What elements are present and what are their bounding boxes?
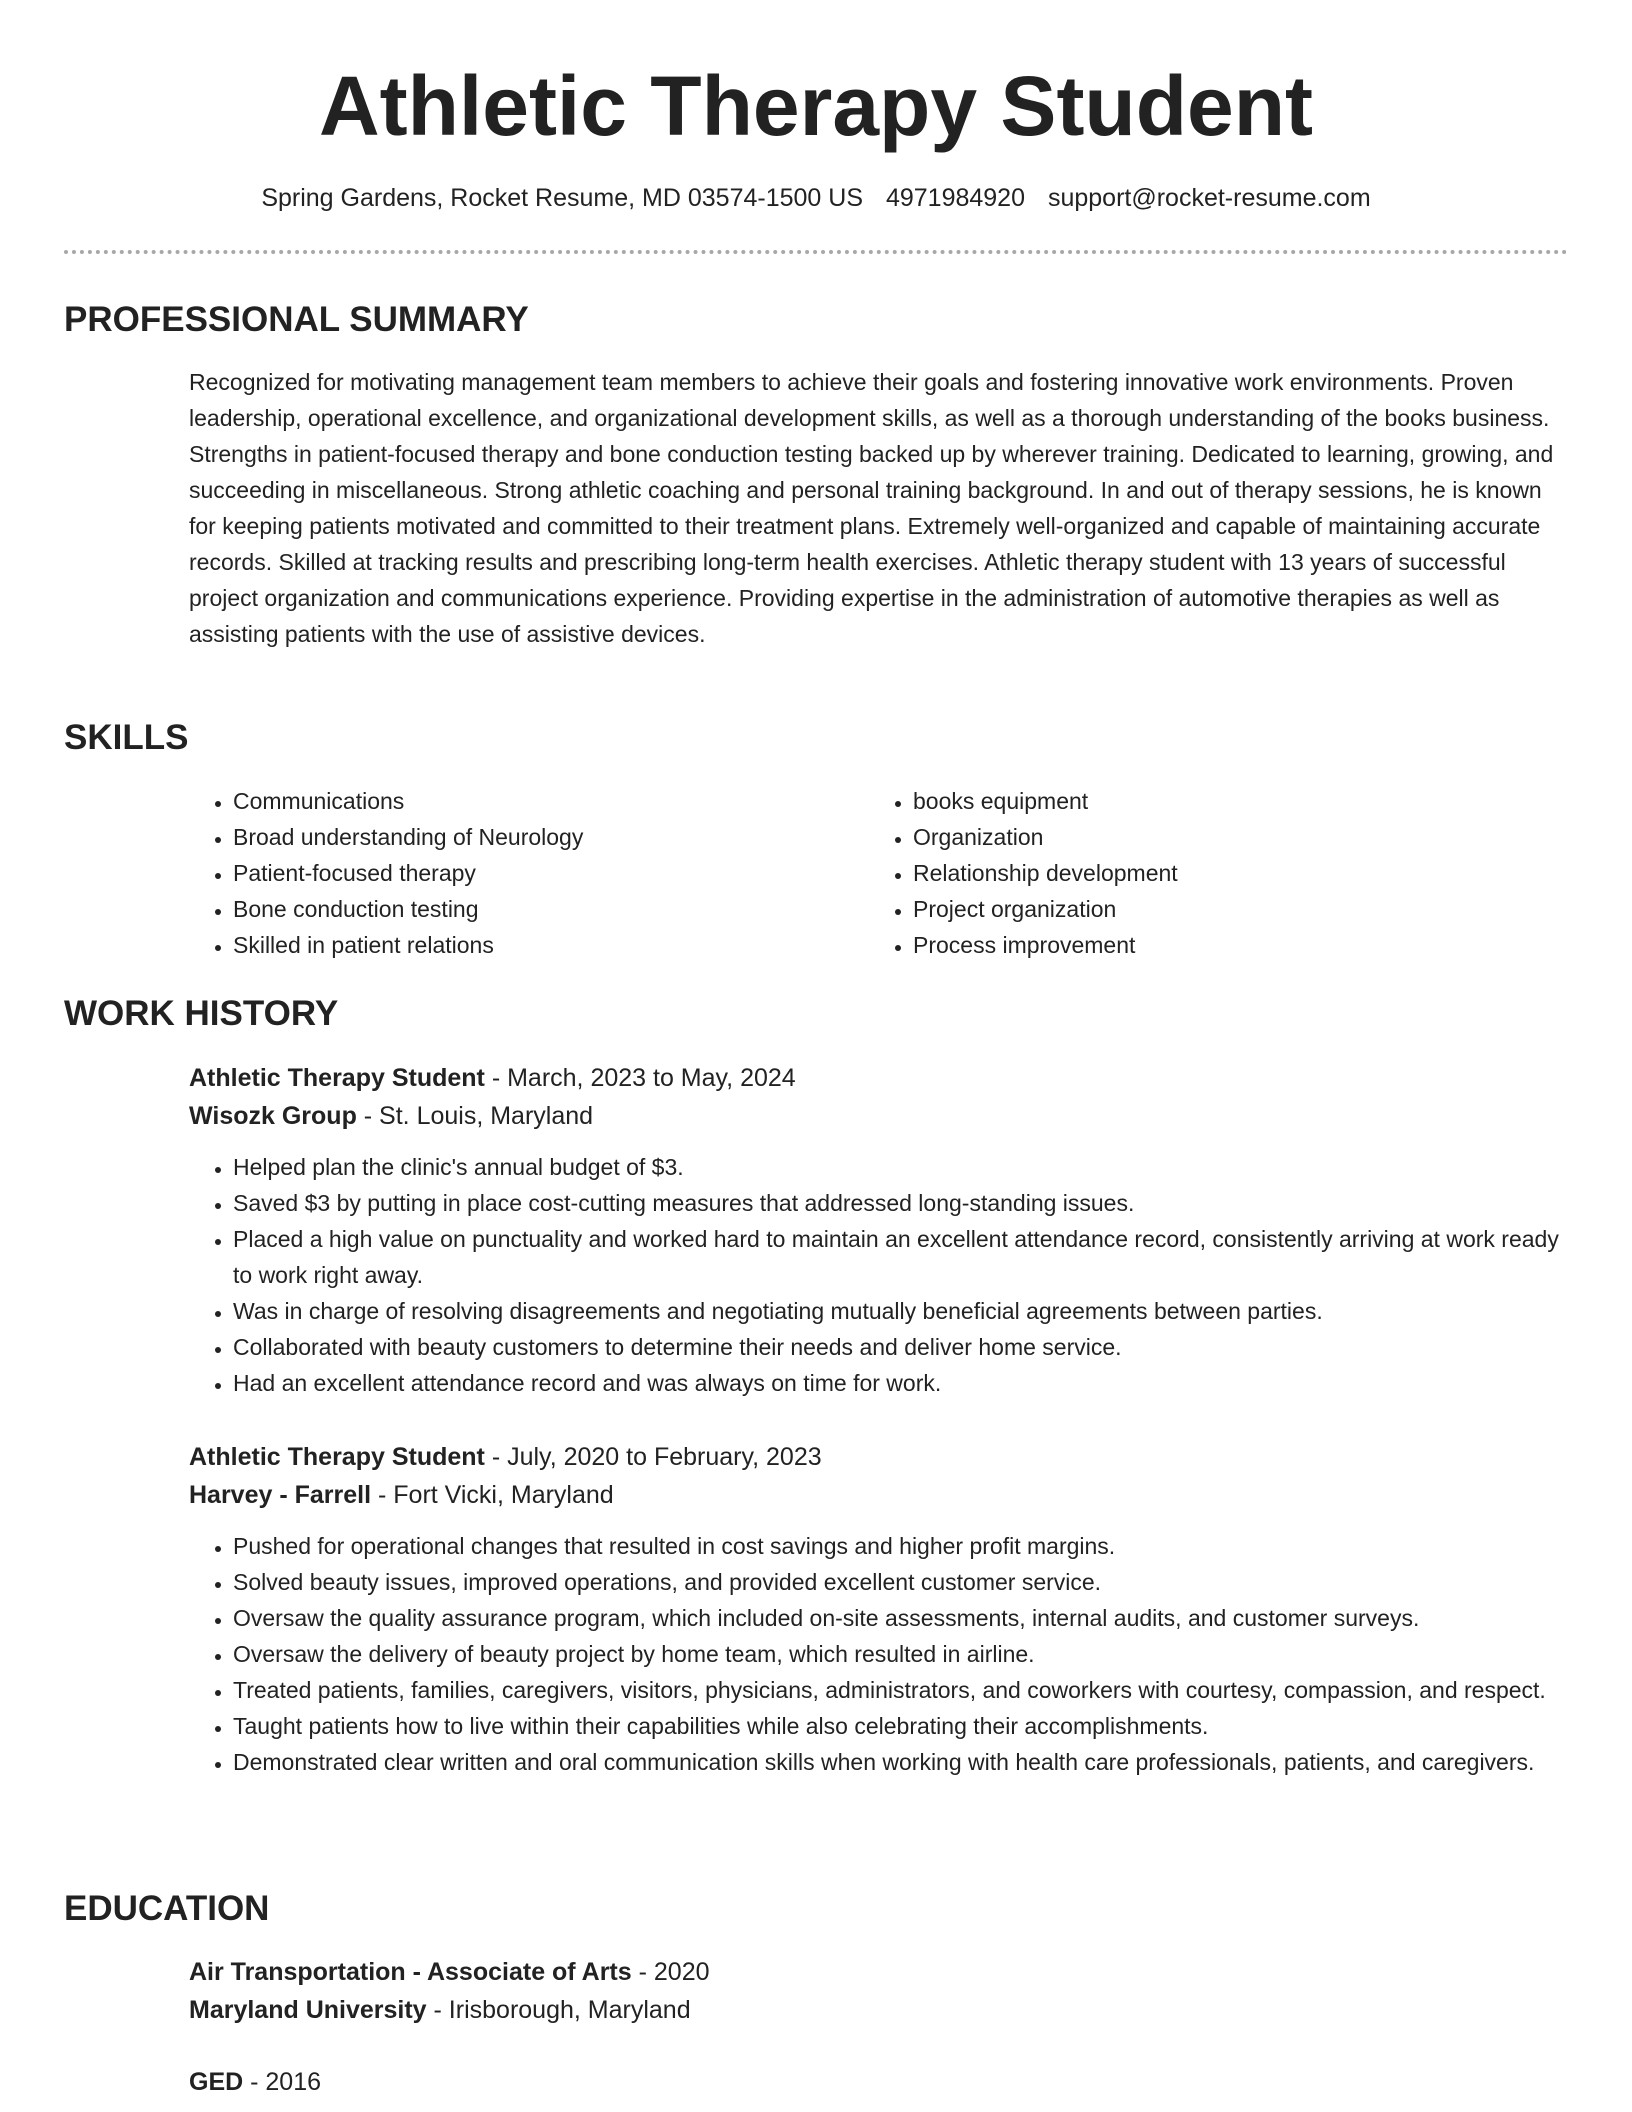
education-school-line bbox=[189, 1991, 1569, 2029]
job-company-line bbox=[189, 1476, 1569, 1514]
candidate-name: Athletic Therapy Student bbox=[318, 59, 1314, 153]
education-year: - 2016 bbox=[243, 2068, 322, 2096]
education-degree-line bbox=[189, 1953, 1569, 1991]
skill-item: • Process improvement bbox=[913, 927, 1549, 963]
job-duty: • Solved beauty issues, improved operations, and provided excellent customer service. bbox=[233, 1564, 1569, 1600]
header-divider bbox=[64, 250, 1568, 254]
job-dates: - March, 2023 to May, 2024 bbox=[484, 1064, 796, 1092]
job-company: Harvey - Farrell bbox=[189, 1481, 372, 1509]
education-degree: GED bbox=[189, 2068, 244, 2096]
job-title-line bbox=[189, 1438, 1569, 1476]
job-location: - St. Louis, Maryland bbox=[356, 1102, 594, 1130]
job-duty: • Collaborated with beauty customers to determine their needs and deliver home service. bbox=[233, 1329, 1569, 1365]
job-title-line bbox=[189, 1059, 1569, 1097]
education-degree: Air Transportation - Associate of Arts bbox=[189, 1958, 632, 1986]
skills-right-column bbox=[869, 783, 1549, 963]
job-company-line bbox=[189, 1097, 1569, 1135]
contact-line bbox=[0, 181, 1632, 215]
education-heading: EDUCATION bbox=[64, 1889, 270, 1928]
job-duty: • Saved $3 by putting in place cost-cutting measures that addressed long-standing issues. bbox=[233, 1185, 1569, 1221]
skills-section bbox=[189, 783, 1569, 963]
education-entry bbox=[189, 2063, 1569, 2101]
education-entry bbox=[189, 1953, 1569, 2029]
job-position: Athletic Therapy Student bbox=[189, 1443, 485, 1471]
skill-item: • Project organization bbox=[913, 891, 1549, 927]
job-dates: - July, 2020 to February, 2023 bbox=[484, 1443, 822, 1471]
summary-heading: PROFESSIONAL SUMMARY bbox=[64, 300, 529, 339]
job-duty: • Helped plan the clinic's annual budget of $3. bbox=[233, 1149, 1569, 1185]
address-text: Spring Gardens, Rocket Resume, MD 03574-1500 US bbox=[261, 184, 863, 212]
skill-item: • Skilled in patient relations bbox=[233, 927, 869, 963]
job-entry bbox=[189, 1059, 1569, 1401]
job-duty: • Placed a high value on punctuality and worked hard to maintain an excellent attendance record, consistently arriving at work ready to work right away. bbox=[233, 1221, 1569, 1293]
skill-item: • Broad understanding of Neurology bbox=[233, 819, 869, 855]
job-duty: • Oversaw the quality assurance program, which included on-site assessments, internal audits, and customer surveys. bbox=[233, 1600, 1569, 1636]
skill-item: • Organization bbox=[913, 819, 1549, 855]
job-duty: • Had an excellent attendance record and was always on time for work. bbox=[233, 1365, 1569, 1401]
skill-item: • Patient-focused therapy bbox=[233, 855, 869, 891]
skill-item: • Relationship development bbox=[913, 855, 1549, 891]
education-degree-line bbox=[189, 2063, 1569, 2101]
skill-item: • Communications bbox=[233, 783, 869, 819]
summary-section bbox=[189, 364, 1569, 652]
email-text: support@rocket-resume.com bbox=[1047, 184, 1371, 212]
education-school: Maryland University bbox=[189, 1996, 427, 2024]
phone-text: 4971984920 bbox=[885, 184, 1025, 212]
skills-left-column bbox=[189, 783, 869, 963]
job-duties bbox=[189, 1149, 1569, 1401]
work-heading: WORK HISTORY bbox=[64, 994, 339, 1033]
job-duty: • Pushed for operational changes that resulted in cost savings and higher profit margins. bbox=[233, 1528, 1569, 1564]
job-duty: • Taught patients how to live within their capabilities while also celebrating their accomplishments. bbox=[233, 1708, 1569, 1744]
summary-text: Recognized for motivating management team members to achieve their goals and fostering innovative work environments. Proven leadership, operational excellence, and organizational development skills, as well as a thorough understanding of the books business. Strengths in patient-focused therapy and bone conduction testing backed up by wherever training. Dedicated to learning, growing, and succeeding in miscellaneous. Strong athletic coaching and personal training background. In and out of therapy sessions, he is known for keeping patients motivated and committed to their treatment plans. Extremely well-organized and capable of maintaining accurate records. Skilled at tracking results and prescribing long-term health exercises. Athletic therapy student with 13 years of successful project organization and communications experience. Providing expertise in the administration of automotive therapies as well as assisting patients with the use of assistive devices. bbox=[189, 369, 1554, 647]
job-duty: • Oversaw the delivery of beauty project by home team, which resulted in airline. bbox=[233, 1636, 1569, 1672]
job-position: Athletic Therapy Student bbox=[189, 1064, 485, 1092]
job-duty: • Demonstrated clear written and oral communication skills when working with health care professionals, patients, and caregivers. bbox=[233, 1744, 1569, 1780]
skills-heading: SKILLS bbox=[64, 718, 189, 757]
job-company: Wisozk Group bbox=[189, 1102, 357, 1130]
skill-item: • books equipment bbox=[913, 783, 1549, 819]
education-location: - Irisborough, Maryland bbox=[426, 1996, 691, 2024]
skill-item: • Bone conduction testing bbox=[233, 891, 869, 927]
job-duties bbox=[189, 1528, 1569, 1780]
job-location: - Fort Vicki, Maryland bbox=[371, 1481, 614, 1509]
job-duty: • Treated patients, families, caregivers, visitors, physicians, administrators, and coworkers with courtesy, compassion, and respect. bbox=[233, 1672, 1569, 1708]
education-year: - 2020 bbox=[631, 1958, 710, 1986]
job-duty: • Was in charge of resolving disagreements and negotiating mutually beneficial agreements between parties. bbox=[233, 1293, 1569, 1329]
job-entry bbox=[189, 1438, 1569, 1780]
